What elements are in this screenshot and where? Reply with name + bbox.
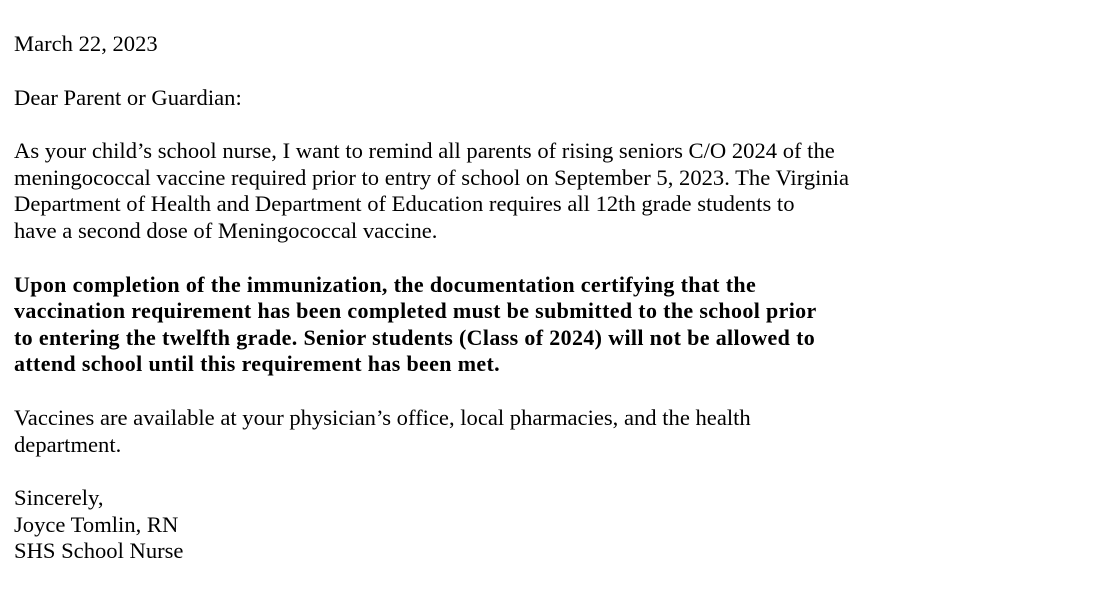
paragraph-line: Vaccines are available at your physician’s office, local pharmacies, and the health (14, 404, 751, 430)
paragraph-line: vaccination requirement has been completed must be submitted to the school prior (14, 298, 817, 324)
paragraph-line: attend school until this requirement has been met. (14, 351, 501, 377)
closing: Sincerely, (14, 485, 104, 511)
availability-paragraph (14, 405, 1074, 458)
reminder-paragraph (14, 138, 1074, 244)
spacer (14, 111, 1074, 138)
paragraph-line: Department of Health and Department of Education requires all 12th grade students to (14, 191, 795, 217)
spacer (14, 378, 1074, 405)
letter-date: March 22, 2023 (14, 31, 158, 56)
paragraph-line: Upon completion of the immunization, the documentation certifying that the (14, 271, 757, 297)
paragraph-line: department. (14, 431, 122, 457)
paragraph-line: to entering the twelfth grade. Senior students (Class of 2024) will not be allowed to (14, 324, 816, 350)
spacer (14, 458, 1074, 485)
spacer (14, 245, 1074, 272)
letter-body (14, 31, 1074, 565)
paragraph-line: meningococcal vaccine required prior to entry of school on September 5, 2023. The Virginia (14, 164, 849, 190)
signature-block (14, 485, 1074, 565)
requirement-notice-paragraph (14, 272, 1074, 378)
spacer (14, 58, 1074, 85)
paragraph-line: have a second dose of Meningococcal vaccine. (14, 217, 438, 243)
paragraph-line: As your child’s school nurse, I want to remind all parents of rising seniors C/O 2024 of the (14, 138, 835, 164)
signer-title: SHS School Nurse (14, 538, 184, 564)
salutation: Dear Parent or Guardian: (14, 84, 242, 110)
signer-name: Joyce Tomlin, RN (14, 511, 179, 537)
